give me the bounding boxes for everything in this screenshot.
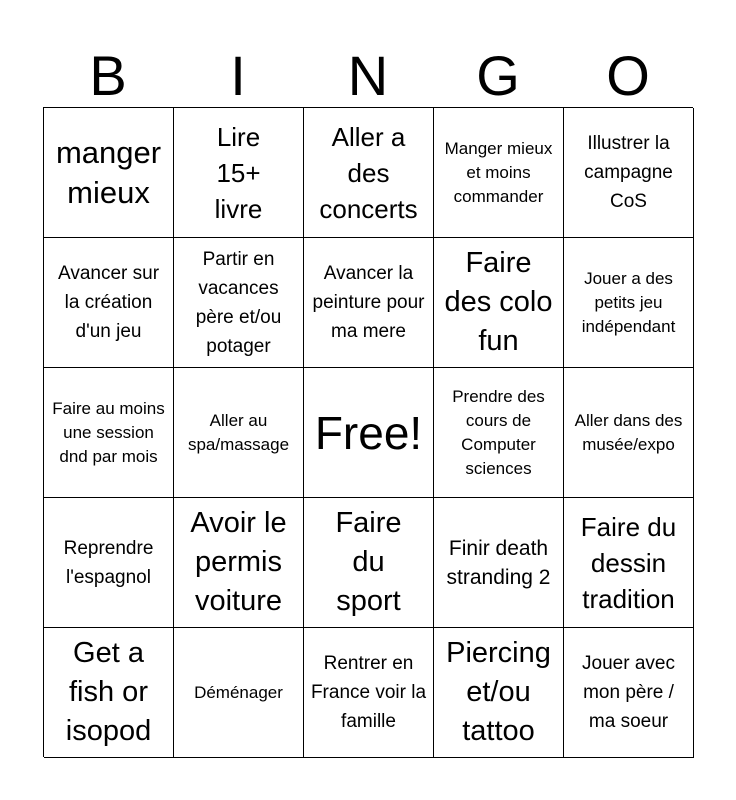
bingo-cell-r5c1[interactable]: [44, 628, 174, 758]
bingo-cell-r4c5[interactable]: [564, 498, 694, 628]
bingo-cell-r4c4[interactable]: [434, 498, 564, 628]
free-space-label: Free!: [314, 406, 423, 459]
cell-text: manger mieux: [55, 134, 162, 210]
bingo-cell-r1c1[interactable]: [44, 108, 174, 238]
bingo-cell-r2c3[interactable]: [304, 238, 434, 368]
cell-text: Jouer avec mon père / ma soeur: [582, 653, 675, 732]
cell-text: Faire du dessin tradition: [580, 511, 677, 614]
cell-text: Avoir le permis voiture: [190, 507, 287, 617]
cell-text: Aller dans des musée/expo: [574, 410, 683, 454]
bingo-cell-r1c4[interactable]: [434, 108, 564, 238]
cell-text: Aller au spa/massage: [187, 410, 290, 454]
bingo-cell-r3c5[interactable]: [564, 368, 694, 498]
bingo-cell-r4c3[interactable]: [304, 498, 434, 628]
cell-text: Jouer a des petits jeu indépendant: [581, 268, 676, 336]
cell-text: Partir en vacances père et/ou potager: [195, 248, 282, 357]
cell-text: Avancer la peinture pour ma mere: [312, 263, 425, 342]
header-letter-i: I: [230, 44, 246, 107]
bingo-cell-r3c4[interactable]: [434, 368, 564, 498]
cell-text: Reprendre l'espagnol: [63, 537, 154, 588]
bingo-cell-r3c2[interactable]: [174, 368, 304, 498]
header-letter-o: O: [606, 44, 650, 107]
bingo-cell-r2c2[interactable]: [174, 238, 304, 368]
bingo-cell-r2c1[interactable]: [44, 238, 174, 368]
cell-text: Avancer sur la création d'un jeu: [57, 263, 160, 342]
bingo-cell-r3c1[interactable]: [44, 368, 174, 498]
cell-text: Finir death stranding 2: [446, 536, 551, 589]
bingo-cell-r1c3[interactable]: [304, 108, 434, 238]
header-letter-g: G: [476, 44, 520, 107]
bingo-cell-r5c4[interactable]: [434, 628, 564, 758]
cell-text: Piercing et/ou tattoo: [446, 637, 551, 747]
cell-text: Déménager: [194, 682, 283, 702]
cell-text: Lire 15+ livre: [214, 121, 263, 224]
bingo-cell-r5c2[interactable]: [174, 628, 304, 758]
cell-text: Faire du sport: [335, 507, 402, 617]
header-letter-n: N: [347, 44, 389, 107]
bingo-grid: [43, 107, 693, 757]
bingo-cell-r4c1[interactable]: [44, 498, 174, 628]
cell-text: Prendre des cours de Computer sciences: [452, 386, 545, 478]
bingo-cell-free[interactable]: [304, 368, 434, 498]
bingo-cell-r5c3[interactable]: [304, 628, 434, 758]
cell-text: Faire des colo fun: [444, 247, 553, 357]
bingo-cell-r4c2[interactable]: [174, 498, 304, 628]
bingo-cell-r1c2[interactable]: [174, 108, 304, 238]
cell-text: Faire au moins une session dnd par mois: [52, 398, 165, 466]
bingo-cell-r2c5[interactable]: [564, 238, 694, 368]
bingo-header: [43, 42, 693, 108]
header-letter-b: B: [89, 44, 127, 107]
bingo-cell-r5c5[interactable]: [564, 628, 694, 758]
bingo-cell-r1c5[interactable]: [564, 108, 694, 238]
cell-text: Aller a des concerts: [319, 121, 418, 224]
cell-text: Illustrer la campagne CoS: [584, 133, 673, 212]
bingo-cell-r2c4[interactable]: [434, 238, 564, 368]
cell-text: Rentrer en France voir la famille: [310, 653, 427, 732]
cell-text: Manger mieux et moins commander: [444, 138, 553, 206]
cell-text: Get a fish or isopod: [65, 637, 152, 747]
